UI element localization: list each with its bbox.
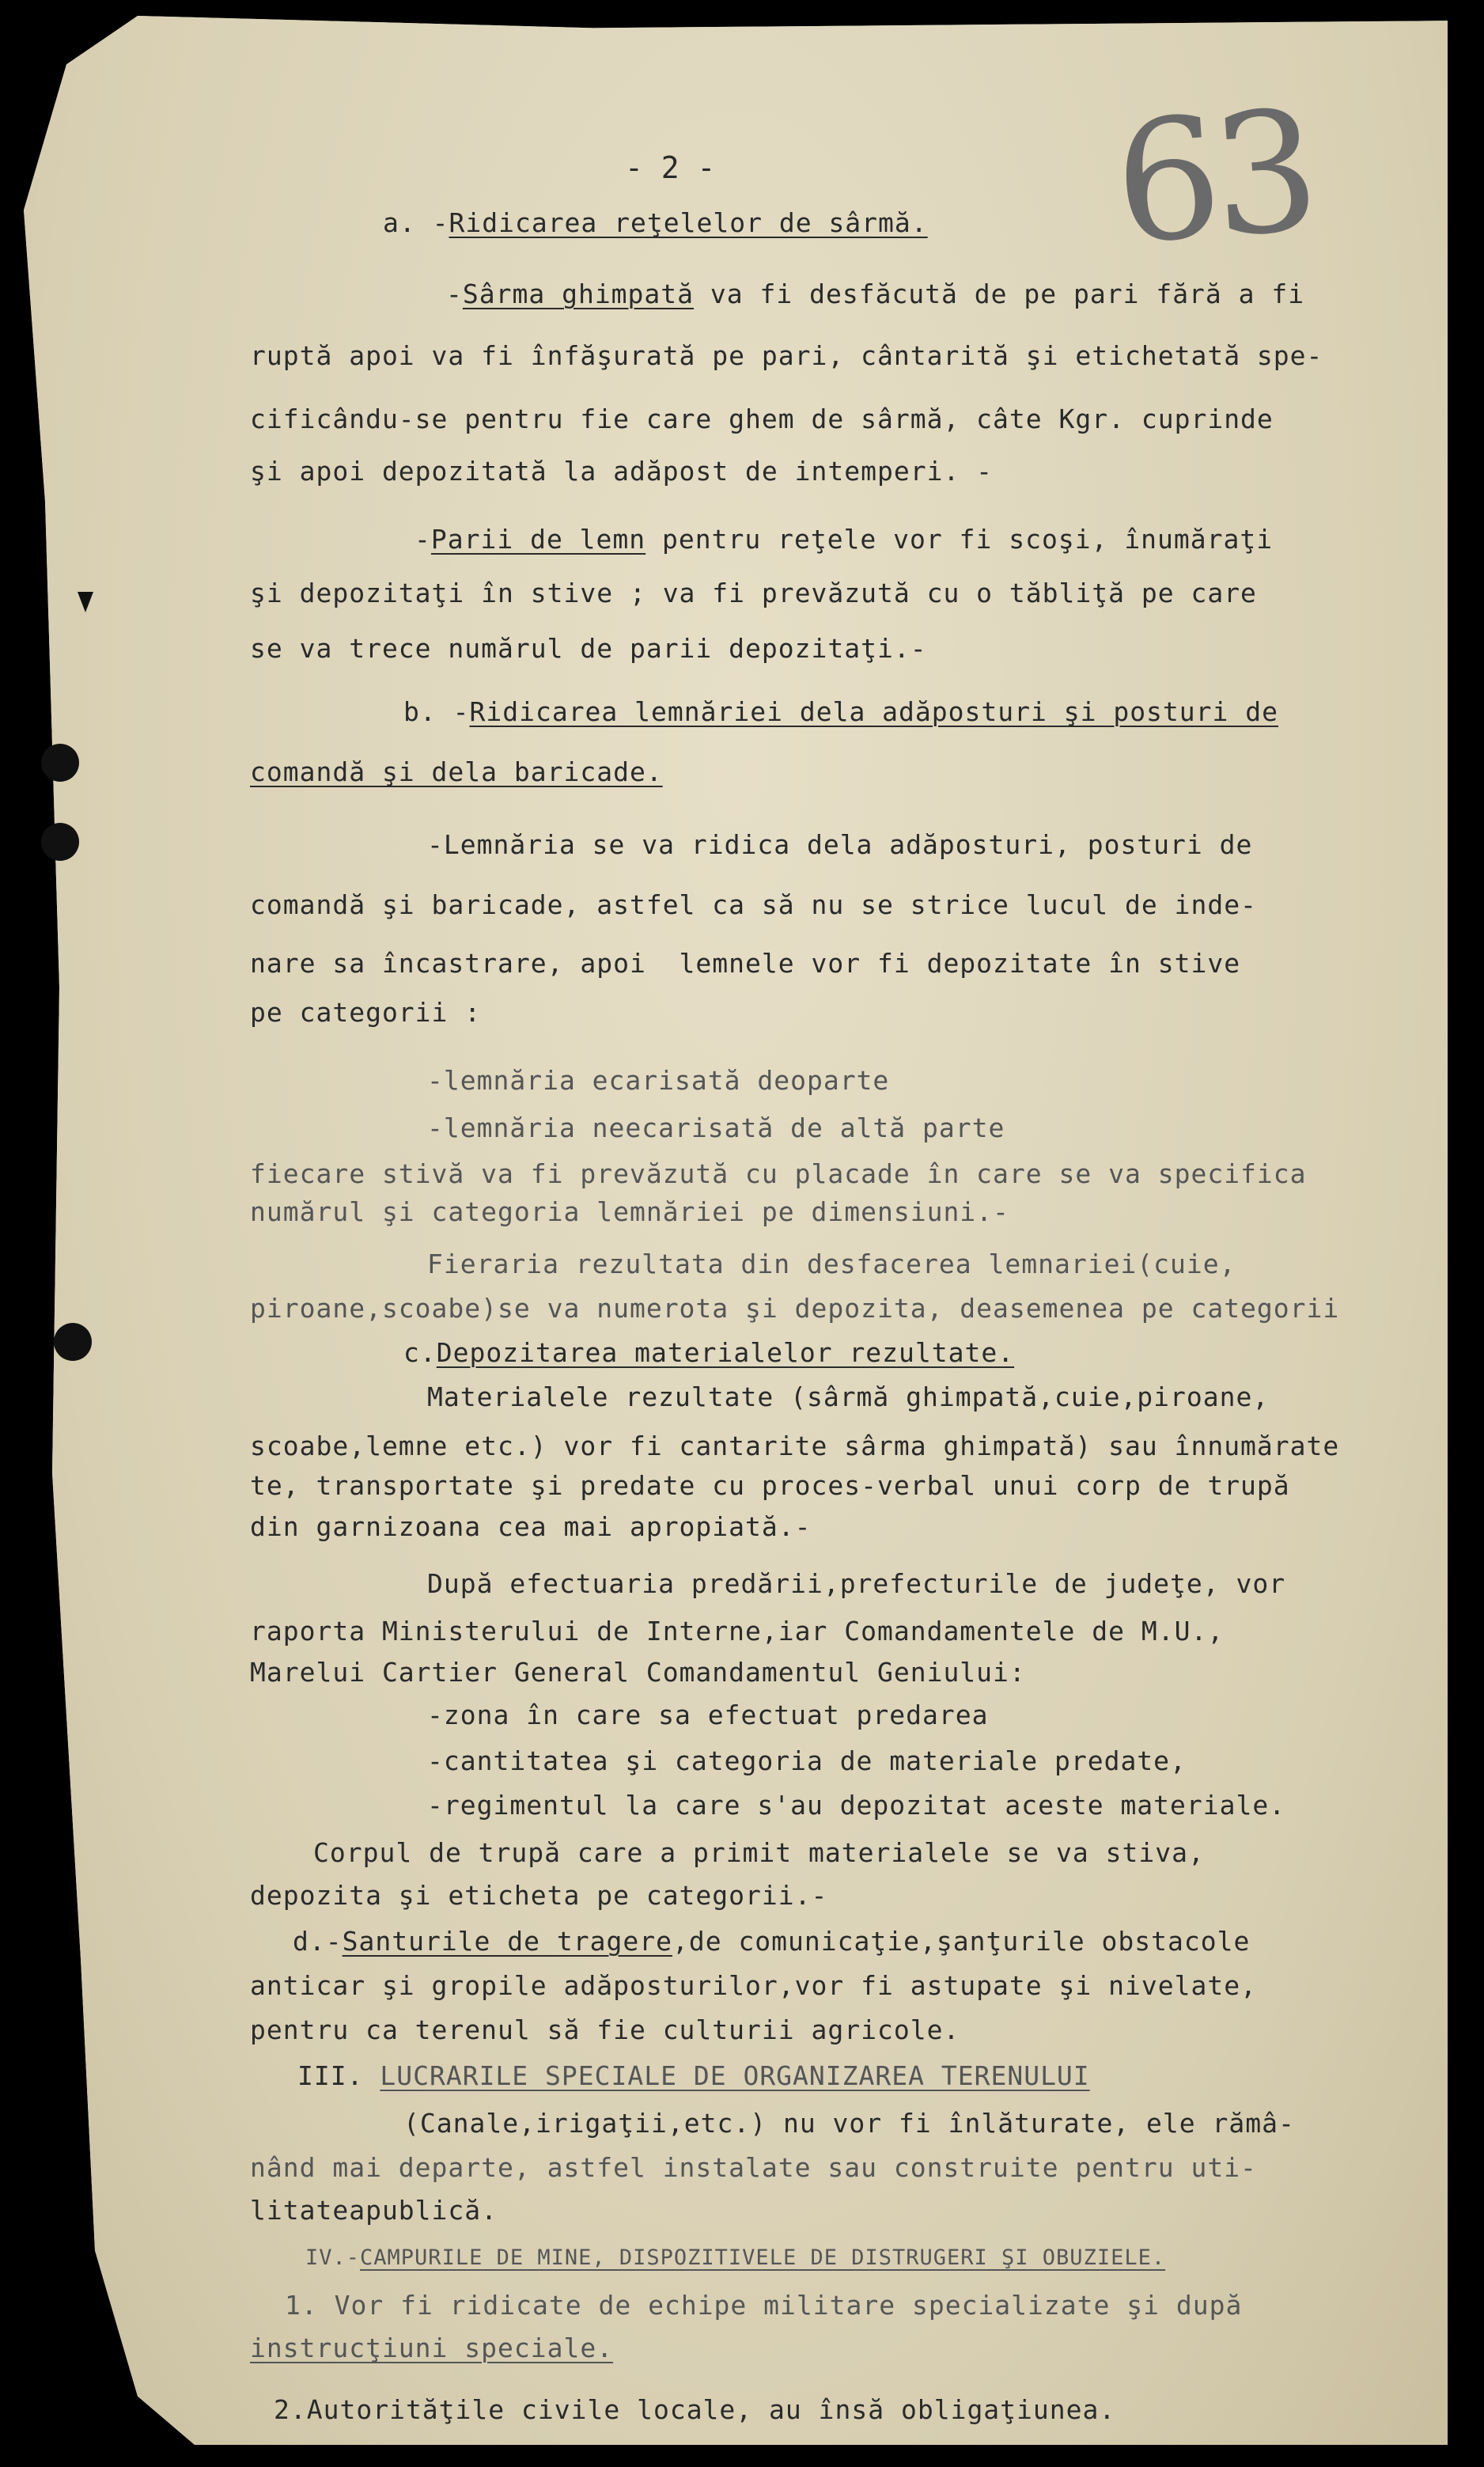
section-a-p1-line2: ruptă apoi va fi înfăşurată pe pari, cântarită şi etichetată spe- <box>250 340 1323 371</box>
section-a-p1-line4: şi apoi depozitată la adăpost de intemperi. - <box>250 456 994 487</box>
section-b-p1-line3: nare sa încastrare, apoi lemnele vor fi depozitate în stive <box>250 948 1241 979</box>
section-iii-heading: LUCRARILE SPECIALE DE ORGANIZAREA TERENULUI <box>380 2060 1090 2091</box>
section-iv-item1-line1: 1. Vor fi ridicate de echipe militare specializate şi după <box>285 2290 1243 2321</box>
section-c-heading: Depozitarea materialelor rezultate. <box>436 1337 1015 1368</box>
section-b-heading-line2: comandă şi dela baricade. <box>250 756 663 787</box>
section-c-p2-line2: raporta Ministerului de Interne,iar Comandamentele de M.U., <box>250 1616 1225 1647</box>
section-b-p2-line2: numărul şi categoria lemnăriei pe dimensiuni.- <box>250 1196 1009 1227</box>
section-c-p3-line1: Corpul de trupă care a primit materialele se va stiva, <box>313 1837 1205 1868</box>
section-c-p3-line2: depozita şi eticheta pe categorii.- <box>250 1880 828 1911</box>
section-a-label: a. - <box>383 207 449 238</box>
section-d-line3: pentru ca terenul să fie culturii agricole. <box>250 2014 960 2045</box>
section-a-p1-line1 <box>446 279 1304 310</box>
section-iv-heading-line <box>305 2242 1165 2274</box>
section-iii-line3: litateapublică. <box>250 2195 498 2226</box>
section-b-p3-line2: piroane,scoabe)se va numerota şi depozita, deasemenea pe categorii <box>250 1293 1340 1324</box>
section-b-label: b. - <box>403 696 470 727</box>
section-d-rest: ,de comunicaţie,şanţurile obstacole <box>672 1926 1251 1957</box>
section-c-item2: -cantitatea şi categoria de materiale predate, <box>427 1745 1187 1776</box>
section-b-item1: -lemnăria ecarisată deoparte <box>427 1065 890 1096</box>
section-b-heading-line1 <box>403 696 1278 728</box>
section-iv-item2-line1: 2.Autorităţile civile locale, au însă obligaţiunea. <box>274 2394 1116 2425</box>
section-c-item3: -regimentul la care s'au depozitat aceste materiale. <box>427 1790 1286 1821</box>
section-a-heading-line <box>383 207 928 239</box>
page-number: - 2 - <box>625 150 716 185</box>
section-iii-line1: (Canale,irigaţii,etc.) nu vor fi înlăturate, ele rămâ- <box>403 2108 1295 2139</box>
section-iii-line2: nând mai departe, astfel instalate sau construite pentru uti- <box>250 2152 1257 2183</box>
section-a-p2-term: Parii de lemn <box>430 524 646 555</box>
section-a-p2-lead: - <box>415 524 431 555</box>
section-b-p3-line1: Fieraria rezultata din desfacerea lemnariei(cuie, <box>427 1249 1236 1279</box>
section-d-label: d.- <box>293 1926 343 1957</box>
section-c-p1-line3: te, transportate şi predate cu proces-verbal unui corp de trupă <box>250 1470 1290 1501</box>
section-a-p2-line2: şi depozitaţi în stive ; va fi prevăzută cu o tăbliţă pe care <box>250 578 1257 608</box>
section-a-p2-line1 <box>415 524 1273 555</box>
section-b-p1-line4: pe categorii : <box>250 997 482 1028</box>
section-iii-heading-line <box>297 2060 1090 2092</box>
section-c-p2-line1: După efectuaria predării,prefecturile de judeţe, vor <box>427 1568 1286 1599</box>
section-b-p1-line1: -Lemnăria se va ridica dela adăposturi, posturi de <box>427 829 1253 860</box>
section-c-heading-line <box>403 1337 1014 1369</box>
section-d-term: Santurile de tragere <box>342 1926 672 1957</box>
section-c-p1-line2: scoabe,lemne etc.) vor fi cantarite sârma ghimpată) sau înnumărate <box>250 1431 1340 1461</box>
section-d-line1 <box>293 1926 1250 1957</box>
section-a-p2-rest: pentru reţele vor fi scoşi, înumăraţi <box>645 524 1274 555</box>
section-c-p1-line1: Materialele rezultate (sârmă ghimpată,cuie,piroane, <box>427 1381 1270 1412</box>
section-a-p1-rest: va fi desfăcută de pe pari fără a fi <box>694 279 1305 309</box>
section-iv-item1-line2: instrucţiuni speciale. <box>250 2332 614 2363</box>
section-b-item2: -lemnăria neecarisată de altă parte <box>427 1112 1005 1143</box>
section-a-p1-line3: cificându-se pentru fie care ghem de sârmă, câte Kgr. cuprinde <box>250 404 1274 434</box>
section-c-label: c. <box>403 1337 437 1368</box>
section-b-heading-1: Ridicarea lemnăriei dela adăposturi şi posturi de <box>469 696 1279 727</box>
section-b-p1-line2: comandă şi baricade, astfel ca să nu se strice lucul de inde- <box>250 889 1257 920</box>
section-a-p1-term: Sârma ghimpată <box>462 279 695 309</box>
section-a-p2-line3: se va trece numărul de parii depozitaţi.- <box>250 633 927 664</box>
section-c-item1: -zona în care sa efectuat predarea <box>427 1700 989 1730</box>
section-b-p2-line1: fiecare stivă va fi prevăzută cu placade în care se va specifica <box>250 1158 1307 1189</box>
section-iv-label: IV.- <box>305 2245 361 2270</box>
section-c-p2-line3: Marelui Cartier General Comandamentul Geniului: <box>250 1657 1026 1688</box>
section-d-line2: anticar şi gropile adăposturilor,vor fi astupate şi nivelate, <box>250 1970 1257 2001</box>
handwritten-page-number: 63 <box>1108 74 1318 282</box>
section-iv-heading: CAMPURILE DE MINE, DISPOZITIVELE DE DISTRUGERI ŞI OBUZIELE. <box>360 2245 1166 2270</box>
section-a-p1-lead: - <box>446 279 463 309</box>
section-iii-label: III. <box>297 2060 364 2091</box>
section-c-p1-line4: din garnizoana cea mai apropiată.- <box>250 1511 812 1542</box>
section-a-heading: Ridicarea reţelelor de sârmă. <box>449 207 928 238</box>
